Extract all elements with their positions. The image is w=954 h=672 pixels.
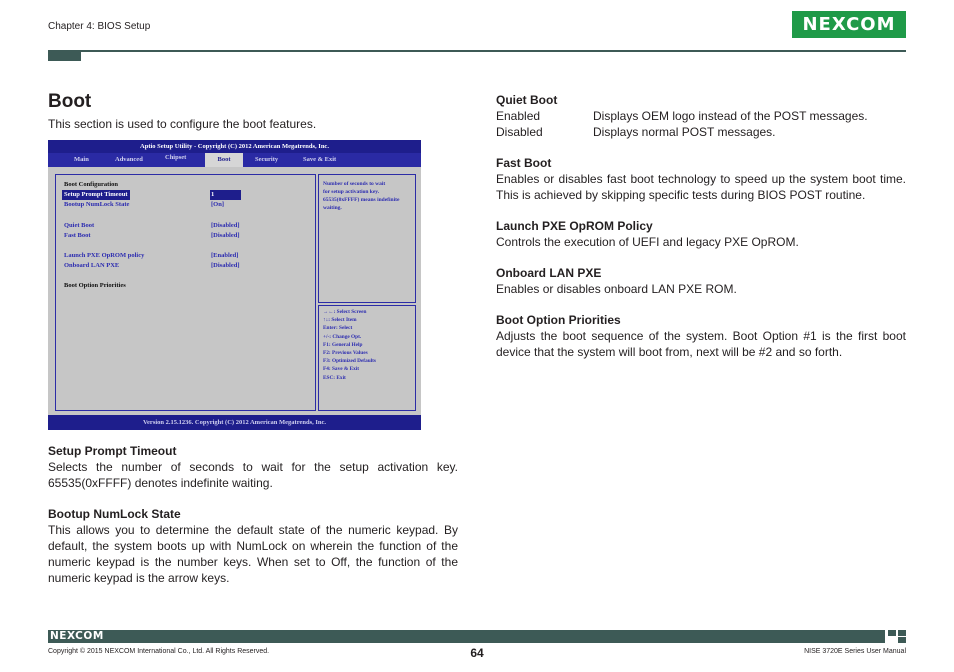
bios-key-line: ↑↓: Select Item <box>323 317 357 324</box>
bios-item-label: Onboard LAN PXE <box>64 262 120 269</box>
squares-icon <box>888 630 906 643</box>
definition-desc: Displays OEM logo instead of the POST messages. <box>593 109 868 123</box>
bios-help-line: waiting. <box>323 205 342 211</box>
bios-help-text <box>323 180 399 212</box>
page-number: 64 <box>470 646 484 660</box>
definition-desc: Displays normal POST messages. <box>593 125 776 139</box>
section-body: This allows you to determine the default state of the numeric keypad. By default, the system boots up with NumLock on wherein the function of the numeric keypad is the number keys. When set to Off, the function of the numeric keypad is the arrow keys. <box>48 523 458 585</box>
bios-key-line: F1: General Help <box>323 341 363 348</box>
section-boot-option-priorities <box>496 312 906 360</box>
chapter-label: Chapter 4: BIOS Setup <box>48 21 151 32</box>
section-heading: Bootup NumLock State <box>48 507 181 521</box>
section-heading: Onboard LAN PXE <box>496 266 602 280</box>
definition-term: Enabled <box>496 109 541 123</box>
bios-screenshot <box>48 140 421 430</box>
bios-key-line: ESC: Exit <box>323 374 346 381</box>
section-quiet-boot <box>496 92 906 140</box>
bios-section-title: Boot Configuration <box>64 181 118 188</box>
bios-item-label: Launch PXE OpROM policy <box>64 252 145 259</box>
bios-item-label: Fast Boot <box>64 232 91 239</box>
bios-key-legend <box>323 308 376 382</box>
bios-item-value: 1 <box>210 190 241 200</box>
section-launch-pxe-oprom-policy <box>496 218 906 250</box>
bios-subsection-title: Boot Option Priorities <box>64 282 126 289</box>
bios-tab-save-exit: Save & Exit <box>303 156 337 163</box>
bios-key-line: →←: Select Screen <box>323 309 367 315</box>
left-column <box>48 443 458 586</box>
intro-text: This section is used to configure the boot features. <box>48 117 317 131</box>
bios-help-panel <box>318 174 416 303</box>
bios-help-line: for setup activation key. <box>323 189 380 195</box>
section-onboard-lan-pxe <box>496 265 906 297</box>
bios-tab-bar <box>48 153 421 167</box>
bios-item-value: [Disabled] <box>211 232 240 239</box>
section-heading: Fast Boot <box>496 156 552 170</box>
bios-item-label: Bootup NumLock State <box>64 201 130 208</box>
section-fast-boot <box>496 155 906 203</box>
footer-bar <box>48 630 885 643</box>
section-body: Controls the execution of UEFI and legacy PXE OpROM. <box>496 235 799 249</box>
bios-menu-panel <box>55 174 316 411</box>
section-heading: Setup Prompt Timeout <box>48 444 177 458</box>
bios-tab-main: Main <box>74 156 89 163</box>
bios-key-line: +/-: Change Opt. <box>323 333 362 340</box>
section-body: Adjusts the boot sequence of the system. Boot Option #1 is the first boot device that the system will boot from, next will be #2 and so forth. <box>496 329 906 359</box>
page-title: Boot <box>48 91 92 112</box>
bios-item-value: [Disabled] <box>211 262 240 269</box>
bios-item-label: Quiet Boot <box>64 222 95 229</box>
section-heading: Boot Option Priorities <box>496 313 621 327</box>
section-body: Enables or disables fast boot technology to speed up the system boot time. This is achieved by skipping specific tests during BIOS POST routine. <box>496 172 906 202</box>
section-setup-prompt-timeout <box>48 443 458 491</box>
bios-item-value: [On] <box>211 201 224 208</box>
bios-tab-security: Security <box>255 156 279 163</box>
footer-copyright: Copyright © 2015 NEXCOM International Co., Ltd. All Rights Reserved. <box>48 648 270 655</box>
bios-key-line: Enter: Select <box>323 325 353 332</box>
nexcom-logo: NEXCOM <box>792 11 906 38</box>
bios-version-bar: Version 2.15.1236. Copyright (C) 2012 American Megatrends, Inc. <box>48 415 421 430</box>
bios-tab-advanced: Advanced <box>115 156 143 163</box>
bios-key-line: F2: Previous Values <box>323 350 368 357</box>
definition-term: Disabled <box>496 125 543 139</box>
section-body: Selects the number of seconds to wait for the setup activation key. 65535(0xFFFF) denotes indefinite waiting. <box>48 460 458 490</box>
bios-tab-boot: Boot <box>205 153 243 167</box>
bios-keys-panel <box>318 305 416 411</box>
bios-item-value: [Disabled] <box>211 222 240 229</box>
bios-item-label: Setup Prompt Timeout <box>64 191 128 198</box>
bios-help-line: Number of seconds to wait <box>323 181 386 187</box>
bios-key-line: F3: Optimized Defaults <box>323 358 376 365</box>
bios-item-value: [Enabled] <box>211 252 239 259</box>
section-heading: Launch PXE OpROM Policy <box>496 219 653 233</box>
section-bootup-numlock-state <box>48 506 458 586</box>
section-body: Enables or disables onboard LAN PXE ROM. <box>496 282 737 296</box>
bios-title-bar: Aptio Setup Utility - Copyright (C) 2012 American Megatrends, Inc. <box>48 140 421 153</box>
footer-manual-title: NISE 3720E Series User Manual <box>804 648 906 655</box>
definition-list <box>496 108 906 140</box>
bios-tab-chipset: Chipset <box>165 154 187 161</box>
bios-key-line: F4: Save & Exit <box>323 366 360 373</box>
header-rule <box>48 50 906 52</box>
footer-logo: NEXCOM <box>50 630 104 642</box>
header-tab-marker <box>48 51 81 61</box>
section-heading: Quiet Boot <box>496 93 558 107</box>
bios-help-line: 65535(0xFFFF) means indefinite <box>323 197 400 203</box>
right-column <box>496 92 906 360</box>
